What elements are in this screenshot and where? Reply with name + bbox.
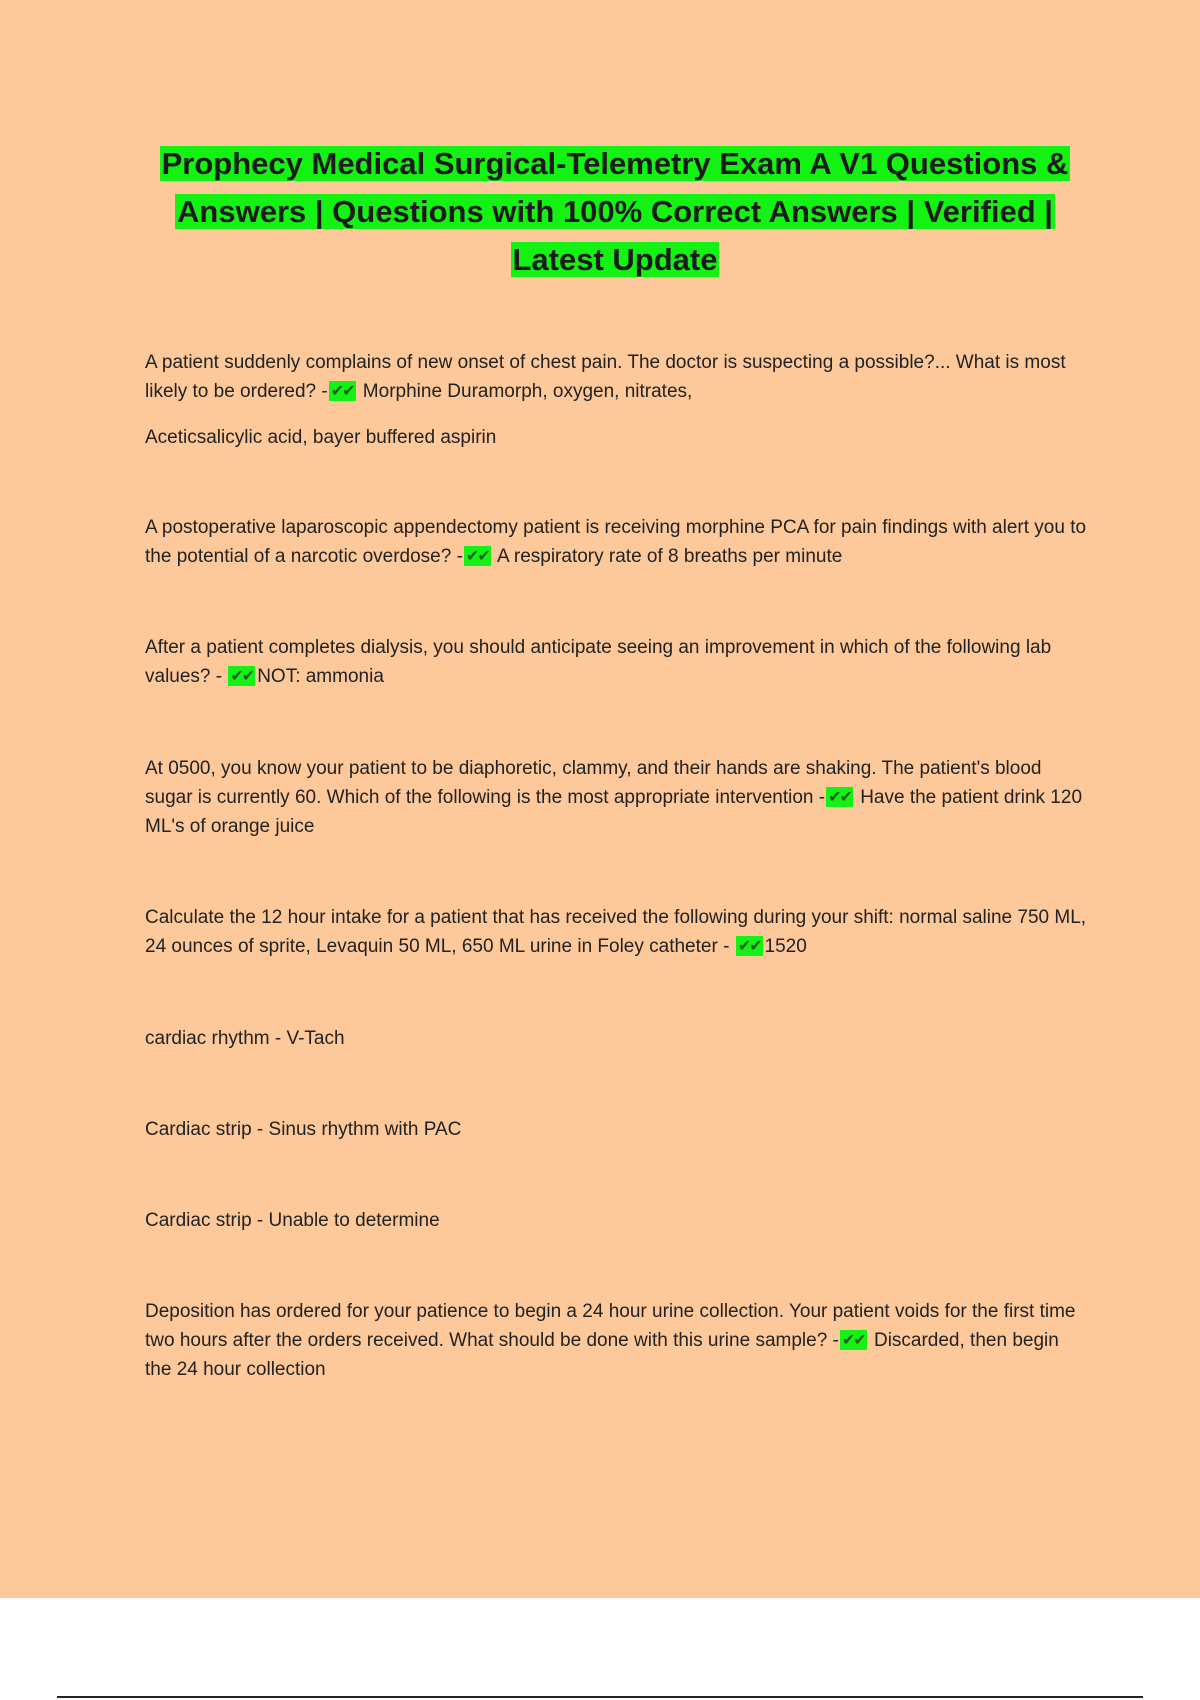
qa-entry [145,903,1090,961]
question-text: A patient suddenly complains of new onset of chest pain. The doctor is suspecting a possible?... What is most likely to be ordered? - [145,352,1066,402]
answer-text: Morphine Duramorph, oxygen, nitrates, [357,381,693,402]
title-highlight: Prophecy Medical Surgical-Telemetry Exam A V1 Questions & Answers | Questions with 100% Correct Answers | Verified | Latest Update [161,146,1069,277]
page-divider [57,1696,1143,1698]
question-text: At 0500, you know your patient to be diaphoretic, clammy, and their hands are shaking. The patient's blood sugar is currently 60. Which of the following is the most appropriate intervention - [145,758,1042,808]
question-text: After a patient completes dialysis, you should anticipate seeing an improvement in which of the following lab values? - [145,637,1052,687]
question-text: Deposition has ordered for your patience to begin a 24 hour urine collection. Your patient voids for the first time two hours after the orders received. What should be done with this urine sample? - [145,1301,1076,1351]
qa-entry [145,513,1090,571]
checkmark-icon: ✔✔ [828,787,851,806]
checkmark-icon: ✔✔ [330,381,354,400]
answer-text: Discarded, then begin the 24 hour collection [145,1330,1059,1380]
qa-entry [145,633,1090,691]
answer-continuation: Aceticsalicylic acid, bayer buffered aspirin [145,427,497,448]
answer-text: 1520 [764,936,807,957]
document-title [140,140,1090,284]
qa-entry [145,348,1090,452]
checkmark-icon: ✔✔ [841,1330,865,1349]
question-text: Calculate the 12 hour intake for a patient that has received the following during your shift: normal saline 750 ML, 24 ounces of sprite, Levaquin 50 ML, 650 ML urine in Foley catheter - [145,907,1087,957]
question-text: Cardiac strip - Sinus rhythm with PAC [145,1119,462,1140]
answer-text: A respiratory rate of 8 breaths per minute [492,546,843,567]
checkmark-icon: ✔✔ [465,546,489,565]
answer-text: NOT: ammonia [257,666,384,687]
question-text: cardiac rhythm - V-Tach [145,1028,345,1049]
qa-entry [145,1206,1090,1235]
question-text: Cardiac strip - Unable to determine [145,1210,440,1231]
checkmark-icon: ✔✔ [230,666,254,685]
answer-text: Have the patient drink 120 ML's of orange juice [145,787,1083,837]
question-text: A postoperative laparoscopic appendectomy patient is receiving morphine PCA for pain findings with alert you to the potential of a narcotic overdose? - [145,517,1087,567]
qa-entry [145,1297,1090,1384]
qa-entry [145,1024,1090,1053]
checkmark-icon: ✔✔ [737,936,761,955]
qa-entry [145,754,1090,841]
qa-entry [145,1115,1090,1144]
